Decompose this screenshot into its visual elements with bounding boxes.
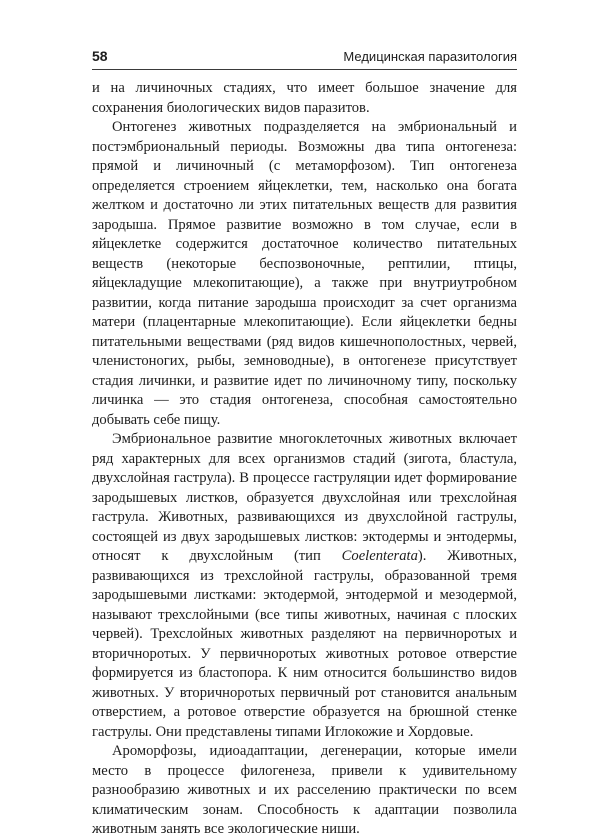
paragraph-text-after-term: ). Животных, развивающихся из трехслойной гаструлы, образованной тремя зародышевыми листками: эктодермой, энтодермой и мезодермой, называют трехслойными (все типы животных, начиная с плоских червей). Трехслойных животных разделяют на первичноротых и вторичноротых. У первичноротых животных ротовое отверстие формируется из бластопора. К ним относится большинство видов животных. У вторичноротых первичный рот становится анальным отверстием, а ротовое отверстие образуется на брюшной стенке гаструлы. Они представлены типами Иглокожие и Хордовые. (92, 548, 517, 740)
latin-term: Coelenterata (341, 548, 418, 564)
paragraph-aromorphoses: Ароморфозы, идиоадаптации, дегенерации, которые имели место в процессе филогенеза, привели к удивительному разнообразию животных и их расселению практически по всем климатическим зонам. Способность к адаптации позволила животным занять все экологические ниши. (92, 743, 517, 837)
page-number: 58 (92, 48, 108, 64)
paragraph-ontogenesis: Онтогенез животных подразделяется на эмбриональный и постэмбриональный периоды. Возможны два типа онтогенеза: прямой и личиночный (с метаморфозом). Тип онтогенеза определяется строением яйцеклетки, тем, насколько она богата желтком и достаточно ли этих питательных веществ для развития зародыша. Прямое развитие возможно в том случае, если в яйцеклетке содержится достаточное количество питательных веществ (некоторые беспозвоночные, рептилии, птицы, яйцекладущие млекопитающие), а также при внутриутробном развитии, когда питание зародыша происходит за счет организма матери (плацентарные млекопитающие). Если яйцеклетки бедны питательными веществами (ряд видов кишечнополостных, червей, членистоногих, рыбы, земноводные), в онтогенезе присутствует стадия личинки, и развитие идет по личиночному типу, поскольку личинка — это стадия онтогенеза, способная самостоятельно добывать себе пищу. (92, 119, 517, 428)
body-text (92, 79, 517, 840)
paragraph-embryonic-development (92, 430, 517, 742)
running-title: Медицинская паразитология (343, 49, 517, 64)
page-header (92, 47, 517, 70)
paragraph-text-before-term: Эмбриональное развитие многоклеточных животных включает ряд характерных для всех организмов стадий (зигота, бластула, двухслойная гаструла). В процессе гаструляции идет формирование зародышевых листков, образуется двухслойная или трехслойная гаструла. Животных, развивающихся из двухслойной гаструлы, состоящей из двух зародышевых листков: эктодермы и энтодермы, относят к двухслойным (тип (92, 431, 517, 564)
paragraph-continuation: и на личиночных стадиях, что имеет большое значение для сохранения биологических видов паразитов. (92, 80, 517, 116)
